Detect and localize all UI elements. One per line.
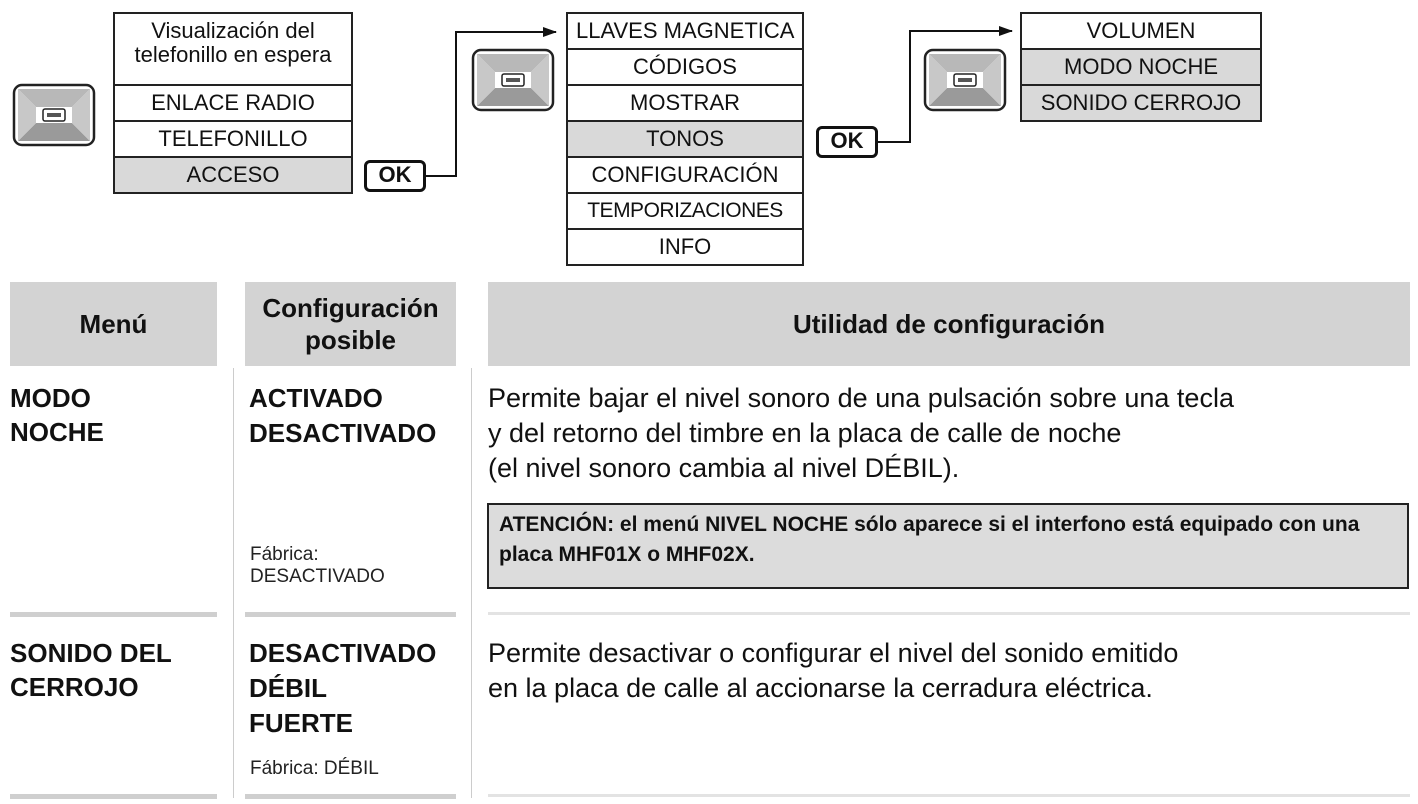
factory-default-lock-sound: Fábrica: DÉBIL	[250, 758, 379, 779]
menu-item-timers[interactable]: TEMPORIZACIONES	[566, 192, 804, 230]
description-line: Permite bajar el nivel sonoro de una pulsación sobre una tecla	[488, 383, 1234, 413]
header-possible-config: Configuración posible	[245, 282, 456, 366]
column-divider	[471, 368, 472, 798]
row-menu-lock-sound: SONIDO DEL CERROJO	[10, 638, 172, 702]
description-line: y del retorno del timbre en la placa de calle de noche	[488, 418, 1122, 448]
option-deactivated: DESACTIVADO	[249, 418, 437, 448]
row-separator	[10, 612, 217, 617]
menu-item-night-mode[interactable]: MODO NOCHE	[1020, 48, 1262, 86]
description-line: Permite desactivar o configurar el nivel del sonido emitido	[488, 638, 1179, 668]
menu-item-radio-link[interactable]: ENLACE RADIO	[113, 84, 353, 122]
row-separator	[488, 612, 1410, 615]
row-separator	[488, 794, 1410, 797]
attention-note: ATENCIÓN: el menú NIVEL NOCHE sólo aparece si el interfono está equipado con una placa MHF01X o MHF02X.	[487, 503, 1409, 589]
ok-button[interactable]: OK	[816, 126, 878, 158]
option-weak: DÉBIL	[249, 673, 327, 703]
menu-item-volume[interactable]: VOLUMEN	[1020, 12, 1262, 50]
header-config-utility: Utilidad de configuración	[488, 282, 1410, 366]
menu-item-magnetic-keys[interactable]: LLAVES MAGNETICA	[566, 12, 804, 50]
row-separator	[245, 612, 456, 617]
description-line: en la placa de calle al accionarse la cerradura eléctrica.	[488, 673, 1153, 703]
connector-arrows	[0, 0, 1418, 270]
row-separator	[245, 794, 456, 799]
menu-item-codes[interactable]: CÓDIGOS	[566, 48, 804, 86]
row-menu-night-mode: MODO NOCHE	[10, 383, 104, 447]
menu-item-access[interactable]: ACCESO	[113, 156, 353, 194]
header-menu: Menú	[10, 282, 217, 366]
description-line: (el nivel sonoro cambia al nivel DÉBIL).	[488, 453, 960, 483]
arrow-to-menu-2	[426, 32, 556, 176]
column-divider	[233, 368, 234, 798]
menu-item-configuration[interactable]: CONFIGURACIÓN	[566, 156, 804, 194]
menu-item-handset[interactable]: TELEFONILLO	[113, 120, 353, 158]
menu-item-info[interactable]: INFO	[566, 228, 804, 266]
option-activated: ACTIVADO	[249, 383, 383, 413]
row-separator	[10, 794, 217, 799]
option-deactivated: DESACTIVADO	[249, 638, 437, 668]
menu-item-show[interactable]: MOSTRAR	[566, 84, 804, 122]
arrow-to-menu-3	[878, 31, 1012, 142]
menu-item-lock-sound[interactable]: SONIDO CERROJO	[1020, 84, 1262, 122]
menu-item-tones[interactable]: TONOS	[566, 120, 804, 158]
factory-default-night-mode: Fábrica: DESACTIVADO	[250, 544, 385, 587]
option-strong: FUERTE	[249, 708, 353, 738]
ok-button[interactable]: OK	[364, 160, 426, 192]
menu-item-standby-display[interactable]: Visualización del telefonillo en espera	[113, 12, 353, 86]
